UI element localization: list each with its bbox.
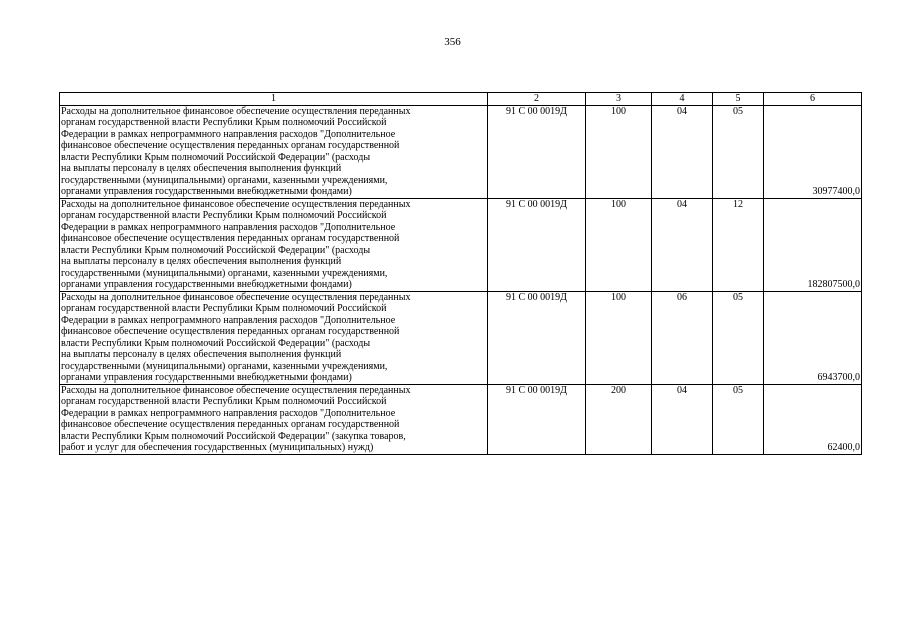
expense-type-code: 100 (586, 105, 652, 198)
description-line: Федерации в рамках непрограммного направления расходов "Дополнительное (61, 407, 396, 419)
column-number-2: 2 (488, 93, 586, 106)
description-line: органами управления государственными внебюджетными фондами) (61, 186, 352, 197)
description-line: Расходы на дополнительное финансовое обеспечение осуществления переданных (61, 291, 411, 303)
column-number-1: 1 (60, 93, 488, 106)
description-line: финансовое обеспечение осуществления переданных органам государственной (61, 419, 400, 430)
target-article-code: 91 С 00 0019Д (488, 105, 586, 198)
amount-value: 62400,0 (764, 384, 862, 454)
column-number-row (60, 93, 862, 106)
expense-type-code: 100 (586, 198, 652, 291)
description-line: органам государственной власти Республики Крым полномочий Российской (61, 210, 387, 221)
description-line: власти Республики Крым полномочий Российской Федерации" (расходы (61, 337, 371, 349)
subsection-code: 12 (713, 198, 764, 291)
description-line: органам государственной власти Республики Крым полномочий Российской (61, 117, 387, 128)
table-row (60, 291, 862, 384)
column-number-3: 3 (586, 93, 652, 106)
description-line: государственными (муниципальными) органами, казенными учреждениями, (61, 267, 388, 279)
description-line: органам государственной власти Республики Крым полномочий Российской (61, 303, 387, 314)
section-code: 04 (652, 105, 713, 198)
page-number: 356 (444, 36, 461, 48)
description-line: власти Республики Крым полномочий Российской Федерации" (закупка товаров, (61, 430, 406, 442)
description-line: на выплаты персоналу в целях обеспечения выполнения функций (61, 349, 342, 360)
description-line: на выплаты персоналу в целях обеспечения выполнения функций (61, 256, 342, 267)
table-row (60, 198, 862, 291)
budget-table (59, 92, 862, 455)
subsection-code: 05 (713, 291, 764, 384)
budget-table-body (60, 93, 862, 455)
subsection-code: 05 (713, 384, 764, 454)
description-line: власти Республики Крым полномочий Российской Федерации" (расходы (61, 151, 371, 163)
description-line: Расходы на дополнительное финансовое обеспечение осуществления переданных (61, 384, 411, 396)
description-line: Расходы на дополнительное финансовое обеспечение осуществления переданных (61, 105, 411, 117)
description-line: Федерации в рамках непрограммного направления расходов "Дополнительное (61, 221, 396, 233)
description-line: финансовое обеспечение осуществления переданных органам государственной (61, 326, 400, 337)
description-line: Расходы на дополнительное финансовое обеспечение осуществления переданных (61, 198, 411, 210)
description-line: государственными (муниципальными) органами, казенными учреждениями, (61, 174, 388, 186)
target-article-code: 91 С 00 0019Д (488, 291, 586, 384)
description-line: работ и услуг для обеспечения государственных (муниципальных) нужд) (61, 442, 374, 453)
section-code: 06 (652, 291, 713, 384)
amount-value: 6943700,0 (764, 291, 862, 384)
target-article-code: 91 С 00 0019Д (488, 384, 586, 454)
expense-type-code: 100 (586, 291, 652, 384)
expense-description (60, 384, 488, 454)
column-number-4: 4 (652, 93, 713, 106)
section-code: 04 (652, 384, 713, 454)
section-code: 04 (652, 198, 713, 291)
expense-description (60, 291, 488, 384)
amount-value: 182807500,0 (764, 198, 862, 291)
description-line: финансовое обеспечение осуществления переданных органам государственной (61, 140, 400, 151)
description-line: органами управления государственными внебюджетными фондами) (61, 372, 352, 383)
expense-description (60, 198, 488, 291)
expense-description (60, 105, 488, 198)
table-row (60, 105, 862, 198)
table-row (60, 384, 862, 454)
subsection-code: 05 (713, 105, 764, 198)
description-line: органам государственной власти Республики Крым полномочий Российской (61, 396, 387, 407)
description-line: финансовое обеспечение осуществления переданных органам государственной (61, 233, 400, 244)
target-article-code: 91 С 00 0019Д (488, 198, 586, 291)
description-line: Федерации в рамках непрограммного направления расходов "Дополнительное (61, 314, 396, 326)
description-line: на выплаты персоналу в целях обеспечения выполнения функций (61, 163, 342, 174)
description-line: органами управления государственными внебюджетными фондами) (61, 279, 352, 290)
column-number-5: 5 (713, 93, 764, 106)
expense-type-code: 200 (586, 384, 652, 454)
description-line: власти Республики Крым полномочий Российской Федерации" (расходы (61, 244, 371, 256)
amount-value: 30977400,0 (764, 105, 862, 198)
description-line: Федерации в рамках непрограммного направления расходов "Дополнительное (61, 128, 396, 140)
column-number-6: 6 (764, 93, 862, 106)
description-line: государственными (муниципальными) органами, казенными учреждениями, (61, 360, 388, 372)
